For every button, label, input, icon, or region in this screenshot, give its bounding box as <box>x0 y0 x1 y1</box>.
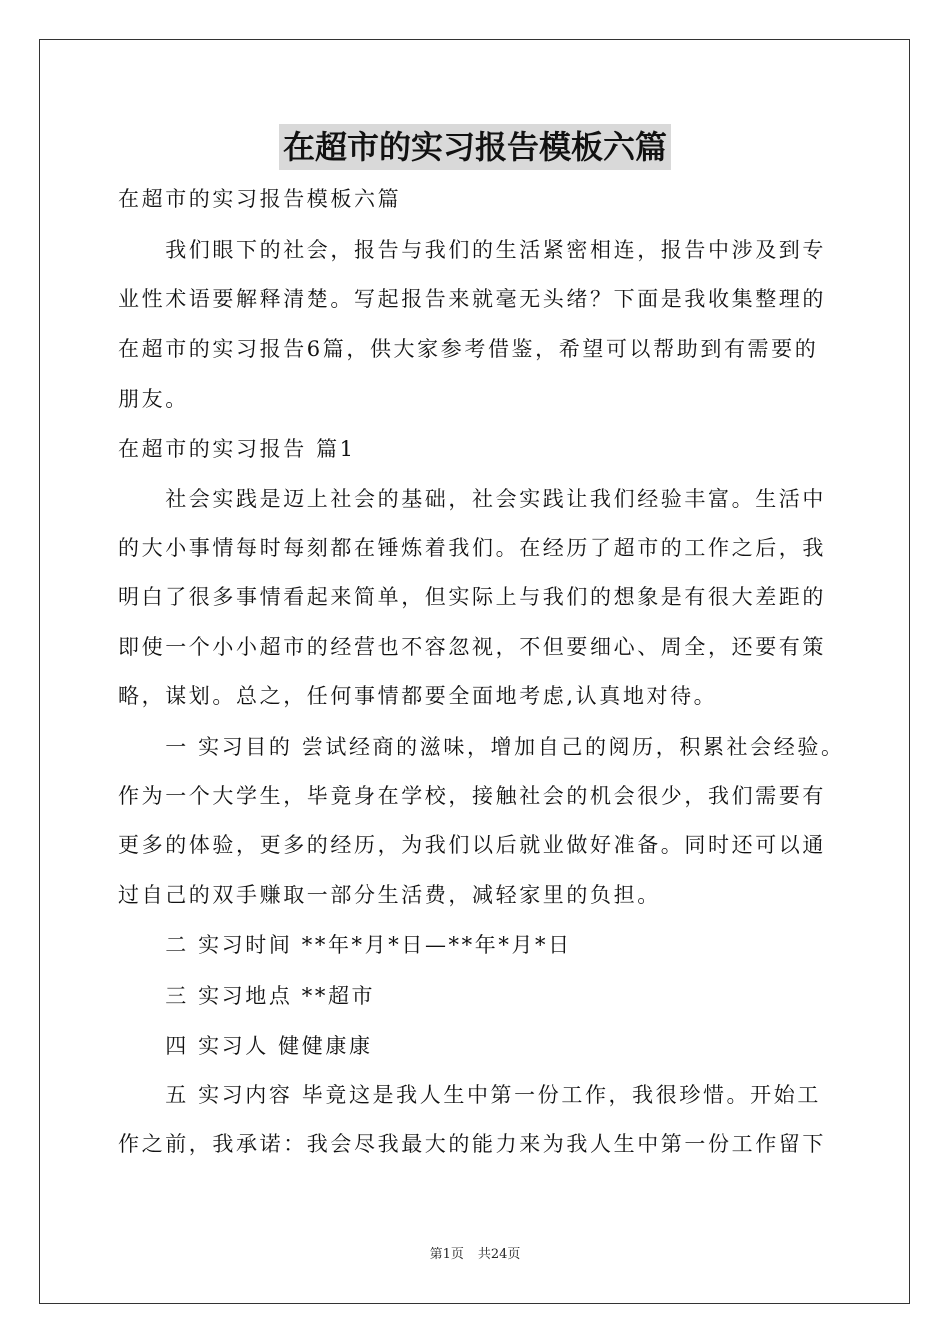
paragraph-line: 朋友。 <box>118 387 189 411</box>
paragraph-line: 在超市的实习报告6篇，供大家参考借鉴，希望可以帮助到有需要的 <box>118 337 819 361</box>
paragraph-line: 略，谋划。总之，任何事情都要全面地考虑,认真地对待。 <box>118 684 718 708</box>
paragraph-line: 作之前，我承诺：我会尽我最大的能力来为我人生中第一份工作留下 <box>118 1132 826 1156</box>
paragraph-line: 业性术语要解释清楚。写起报告来就毫无头绪？下面是我收集整理的 <box>118 287 826 311</box>
paragraph-line: 三 实习地点 **超市 <box>118 984 376 1008</box>
page-border <box>39 39 910 1304</box>
paragraph-line: 即使一个小小超市的经营也不容忽视，不但要细心、周全，还要有策 <box>118 635 826 659</box>
paragraph-line: 社会实践是迈上社会的基础，社会实践让我们经验丰富。生活中 <box>118 487 826 511</box>
paragraph-line: 作为一个大学生，毕竟身在学校，接触社会的机会很少，我们需要有 <box>118 784 826 808</box>
page-number-total: 共24页 <box>477 1247 521 1262</box>
page-title: 在超市的实习报告模板六篇 <box>279 124 671 170</box>
paragraph-line: 我们眼下的社会，报告与我们的生活紧密相连，报告中涉及到专 <box>118 238 826 262</box>
paragraph-line: 四 实习人 健健康康 <box>118 1034 373 1058</box>
page-number-current: 第1页 <box>429 1247 464 1262</box>
title-container <box>0 124 950 170</box>
paragraph-line: 过自己的双手赚取一部分生活费，减轻家里的负担。 <box>118 883 661 907</box>
paragraph-line: 一 实习目的 尝试经商的滋味，增加自己的阅历，积累社会经验。 <box>118 735 845 759</box>
paragraph-line: 明白了很多事情看起来简单，但实际上与我们的想象是有很大差距的 <box>118 585 826 609</box>
paragraph-line: 的大小事情每时每刻都在锤炼着我们。在经历了超市的工作之后，我 <box>118 536 826 560</box>
page-footer <box>0 1246 950 1264</box>
paragraph-line: 五 实习内容 毕竟这是我人生中第一份工作，我很珍惜。开始工 <box>118 1083 821 1107</box>
paragraph-line: 二 实习时间 **年*月*日—**年*月*日 <box>118 933 572 957</box>
subtitle-line: 在超市的实习报告模板六篇 <box>118 187 402 211</box>
section-heading: 在超市的实习报告 篇1 <box>118 437 356 461</box>
paragraph-line: 更多的体验，更多的经历，为我们以后就业做好准备。同时还可以通 <box>118 833 826 857</box>
